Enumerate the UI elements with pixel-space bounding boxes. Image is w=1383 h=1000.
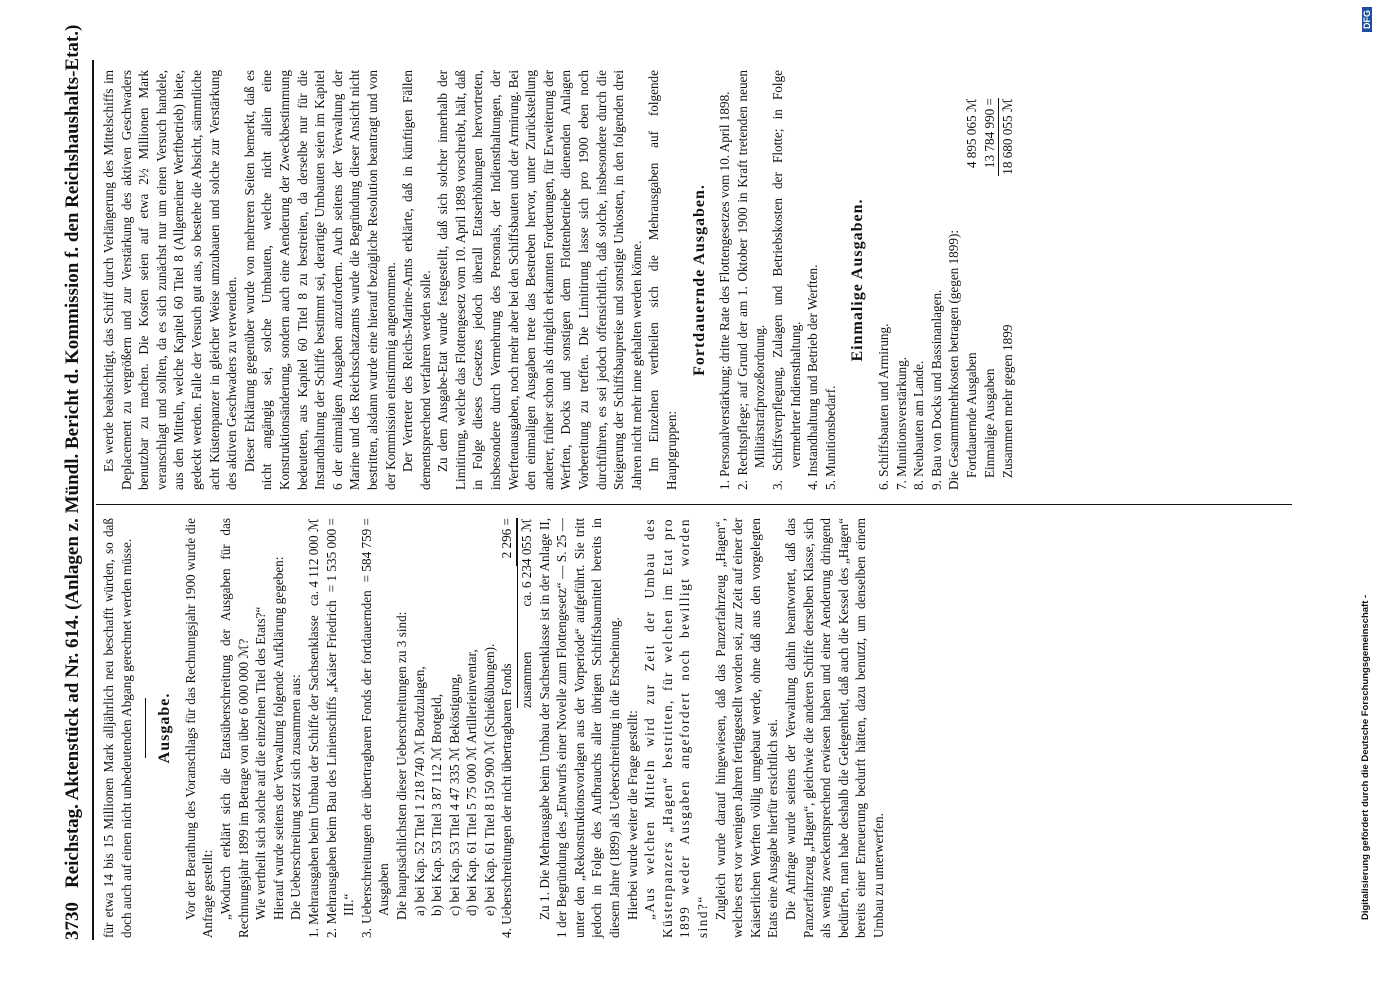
list-item: 3. Schiffsverpflegung, Zulagen und Betriebskosten der Flotte; in Folge vermehrter Indiensthaltung. [769,70,803,490]
quote: Wie vertheilt sich solche auf die einzelnen Titel des Etats?“ [253,606,269,920]
section-rule [145,698,146,758]
list-item: 3. Ueberschreitungen der übertragbaren Fonds der fortdauernden Ausgaben = 584 759 = [358,518,392,938]
sub-item: c) bei Kap. 53 Titel 4 47 335 ℳ Beköstigung, [446,673,462,916]
dfg-logo: DFG [1362,7,1372,32]
sub-item: d) bei Kap. 61 Titel 5 75 000 ℳ Artillerieinventar, [464,649,480,916]
paragraph: Die Gesammtmehrkosten betragen (gegen 1899): [946,229,962,490]
list-item: 9. Bau von Docks und Bassinanlagen. [928,289,944,490]
paragraph: Hierauf wurde seitens der Verwaltung folgende Aufklärung gegeben: [270,556,286,920]
page-header [62,24,92,940]
sub-item: b) bei Kap. 53 Titel 3 87 112 ℳ Brotgeld, [429,693,445,916]
section-heading: Ausgabe. [156,692,174,764]
column-divider [96,504,1292,505]
sub-item: a) bei Kap. 52 Titel 1 218 740 ℳ Bordzulagen, [411,666,427,916]
digitization-note: Digitalisierung gefördert durch die Deutsche Forschungsgemeinschaft - [1360,594,1371,920]
paragraph: Hierbei wurde weiter die Frage gestellt: [624,710,640,920]
header-rule [92,60,94,940]
quote: „Aus welchen Mitteln wird zur Zeit der Umbau des Küstenpanzers „Hagen“ bestritten, für welchen im Etat pro 1899 weder Ausgaben angefordert noch bewilligt worden sind?“ [642,518,710,938]
list-item: 8. Neubauten am Lande. [911,360,927,490]
list-item: 2. Mehrausgaben beim Bau des Linienschiffs „Kaiser Friedrich III.“ = 1 535 000 = [323,518,357,938]
paragraph: Die Ueberschreitung setzt sich zusammen aus: [288,674,304,920]
section-heading: Einmalige Ausgaben. [849,198,867,362]
totals-row: Einmalige Ausgaben 13 784 990 = [981,98,1000,478]
paragraph: für etwa 14 bis 15 Millionen Mark alljährlich neu beschafft würden, so daß doch auch auf einen nicht unbedeutenden Abgang gerechnet werden müsse. [101,518,134,938]
section-heading: Fortdauernde Ausgaben. [690,184,708,376]
totals-table [963,70,1017,478]
paragraph: Die Anfrage wurde seitens der Verwaltung dahin beantwortet, daß das Panzerfahrzeug „Hagen“, gleichwie die anderen Schiffe derselben Klasse, sich als wenig zweckentsprechend erwiesen haben und einer Aenderung dringend bedürfen, man habe deshalb die Gelegenheit, daß auch die Kessel des „Hagen“ bereits einer Erneuerung bedurft hätten, dazu benutzt, um denselben einem Umbau zu unterwerfen. [782,518,886,938]
paragraph: Der Vertreter des Reichs-Marine-Amts erklärte, daß in künftigen Fällen dementsprechend verfahren werden solle. [400,70,433,490]
right-column [100,70,1017,490]
left-column [100,518,888,938]
list-item: 7. Munitionsverstärkung. [893,357,909,490]
paragraph: Zu dem Ausgabe-Etat wurde festgestellt, daß sich solcher innerhalb der Limitirung, welche das Flottengesetz vom 10. April 1898 vorschreibt, hält, daß in Folge dieses Gesetzes jedoch überall Etatserhöhungen hervortreten, insbesondere durch Vermehrung des Personals, der Indiensthaltungen, der Werftenausgaben, noch mehr aber bei den Schiffsbauten und der Armirung. Bei den einmaligen Ausgaben trete das Bestreben hervor, unter Zurückstellung anderer, früher schon als dringlich erkannten Forderungen, für Erweiterung der Werften, Docks und sonstigen dem Flottenbetriebe dienenden Anlagen Vorbereitung zu treffen. Die Limitirung lasse sich pro 1900 eben noch durchführen, es sei jedoch offensichtlich, daß solche, insbesondere durch die Steigerung der Schiffsbaupreise und sonstige Unkosten, in den folgenden drei Jahren nicht mehr inne gehalten werden könne. [435,70,644,490]
list-item: 4. Ueberschreitungen der nicht übertragbaren Fonds 2 296 = [498,518,517,938]
quote: „Wodurch erklärt sich die Etatsüberschreitung der Ausgaben für das Rechnungsjahr 1899 im Betrage von über 6 000 000 ℳ? [217,518,251,938]
sub-item: e) bei Kap. 61 Titel 8 150 900 ℳ (Schießübungen). [481,643,497,916]
paragraph: Zu 1. Die Mehrausgabe beim Umbau der Sachsenklasse ist in der Anlage II, 1 der Begründung des „Entwurfs einer Novelle zum Flottengesetz“ — S. 25 — unter den „Rekonstruktionsvorlagen aus der Vorperiode“ aufgeführt. Sie tritt jedoch in Folge des Aufbrauchs aller übrigen Schiffsbaumittel bereits in diesem Jahre (1899) als Ueberschreitung in die Erscheinung. [536,518,623,938]
totals-row: Fortdauernde Ausgaben 4 895 065 ℳ [963,98,979,478]
page-number: 3730 [62,902,83,940]
page-title: Reichstag. Aktenstück ad Nr. 614. (Anlagen z. Mündl. Bericht d. Kommission f. den Reichshaushalts-Etat.) [62,24,83,888]
paragraph: Es werde beabsichtigt, das Schiff durch Verlängerung des Mittelschiffs im Deplacement zu vergrößern und zur Verstärkung des aktiven Geschwaders benutzbar zu machen. Die Kosten seien auf etwa 2½ Millionen Mark veranschlagt und sollten, da es sich zunächst nur um einen Versuch handele, aus den Mitteln, welche Kapitel 60 Titel 8 (Allgemeiner Werftbetrieb) biete, gedeckt werden. Falle der Versuch gut aus, so bestehe die Absicht, sämmtliche acht Küstenpanzer in gleicher Weise umzubauen und solche zur Verstärkung des aktiven Geschwaders zu verwenden. [101,70,240,490]
list-item: 5. Munitionsbedarf. [822,385,838,490]
list-item: 6. Schiffsbauten und Armirung. [875,323,891,490]
sum-row: zusammen ca. 6 234 055 ℳ [519,518,535,708]
paragraph: Im Einzelnen vertheilen sich die Mehrausgaben auf folgende Hauptgruppen: [646,70,679,490]
paragraph: Die hauptsächlichsten dieser Ueberschreitungen zu 3 sind: [393,611,409,920]
list-item: 1. Mehrausgaben beim Umbau der Schiffe der Sachsenklasse ca. 4 112 000 ℳ [305,518,321,938]
list-item: 2. Rechtspflege; auf Grund der am 1. Oktober 1900 in Kraft tretenden neuen Militärstrafprozeßordnung. [734,70,768,490]
paragraph: Vor der Berathung des Voranschlags für das Rechnungsjahr 1900 wurde die Anfrage gestellt: [182,518,216,938]
paragraph: Dieser Erklärung gegenüber wurde von mehreren Seiten bemerkt, daß es nicht angängig sei, solche Umbauten, welche nicht allein eine Konstruktionsänderung, sondern auch eine Aenderung der Zweckbestimmung bedeuteten, aus Kapitel 60 Titel 8 zu bestreiten, da derselbe nur für die Instandhaltung der Schiffe bestimmt sei, derartige Umbauten seien im Kapitel 6 der einmaligen Ausgaben anzufordern. Auch seitens der Verwaltung der Marine und des Reichsschatzamts wurde die Begründung dieser Ansicht nicht bestritten, alsdann wurde eine hierauf bezügliche Resolution beantragt und von der Kommission einstimmig angenommen. [241,70,398,490]
paragraph: Zugleich wurde darauf hingewiesen, daß das Panzerfahrzeug „Hagen“, welches erst vor wenigen Jahren fertiggestellt worden sei, zur Zeit auf einer der Kaiserlichen Werften völlig umgebaut werde, ohne daß aus den vorgelegten Etats eine Ausgabe hierfür ersichtlich sei. [712,518,781,938]
totals-row: Zusammen mehr gegen 1899 18 680 055 ℳ [1000,98,1016,478]
list-item: 4. Instandhaltung und Betrieb der Werften. [805,264,821,490]
list-item: 1. Personalverstärkung; dritte Rate des Flottengesetzes vom 10. April 1898. [717,91,733,490]
